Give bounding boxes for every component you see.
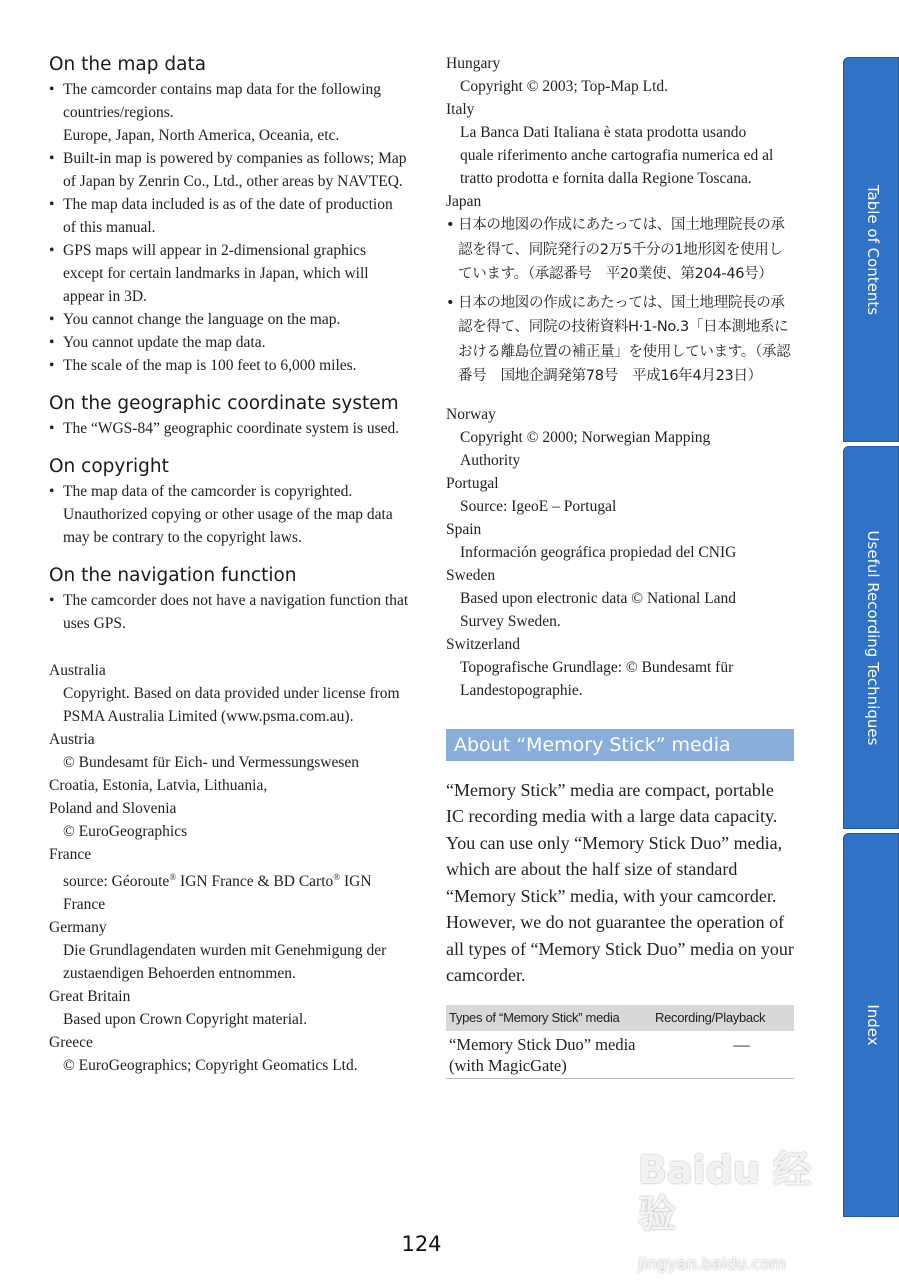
country-credit: La Banca Dati Italiana è stata prodotta usando quale riferimento anche cartografia numerica ed al tratto prodotta e fornita dalla Regione Toscana.	[460, 124, 774, 187]
country-entry	[446, 403, 796, 472]
country-credit: © EuroGeographics; Copyright Geomatics Ltd.	[63, 1057, 358, 1075]
country-name: France	[49, 846, 92, 863]
japan-credit-list	[446, 213, 796, 389]
list-item: • The camcorder does not have a navigation function that uses GPS.	[49, 589, 409, 635]
registered-mark: ®	[169, 872, 177, 882]
country-credit: Source: IgeoE – Portugal	[460, 497, 617, 515]
country-name: Hungary	[446, 55, 501, 72]
credit-part: source: Géoroute	[63, 873, 170, 891]
country-entry	[446, 52, 796, 98]
country-name: Great Britain	[49, 988, 131, 1006]
copyright-list	[49, 480, 409, 549]
list-item: • The scale of the map is 100 feet to 6,000 miles.	[49, 354, 409, 377]
country-entry	[49, 774, 409, 843]
map-data-heading: On the map data	[49, 54, 207, 75]
column-header: Types of “Memory Stick” media	[446, 1005, 652, 1031]
country-credit: Copyright. Based on data provided under license from PSMA Australia Limited (www.psma.com.au).	[63, 685, 400, 725]
tab-index[interactable]	[843, 833, 899, 1217]
country-entry	[49, 985, 409, 1031]
country-entry	[49, 843, 409, 916]
country-credit: Información geográfica propiedad del CNIG	[460, 543, 737, 561]
list-item: • 日本の地図の作成にあたっては、国土地理院長の承認を得て、同院の技術資料H·1-No.3「日本測地系における離島位置の補正量」を使用しています。（承認番号 国地企調発第78号 平成16年4月23日）	[446, 291, 796, 389]
country-credit: © EuroGeographics	[63, 823, 188, 840]
country-credits-left	[49, 659, 409, 1077]
country-name: Portugal	[446, 474, 499, 492]
page-number: 124	[401, 1232, 442, 1256]
memory-stick-table	[446, 1005, 794, 1079]
paragraph: However, we do not guarantee the operation of all types of “Memory Stick Duo” media on your camcorder.	[446, 912, 794, 985]
memory-stick-body	[446, 777, 796, 989]
country-entry	[446, 633, 796, 702]
country-entry	[446, 564, 796, 633]
map-data-section	[49, 52, 409, 377]
country-name: Germany	[49, 919, 107, 937]
copyright-heading: On copyright	[49, 456, 169, 477]
geo-list	[49, 417, 409, 440]
list-item: • The map data of the camcorder is copyrighted. Unauthorized copying or other usage of the map data may be contrary to the copyright laws.	[49, 480, 409, 549]
watermark-url: jingyan.baidu.com	[638, 1254, 786, 1273]
country-name: Croatia, Estonia, Latvia, Lithuania, Poland and Slovenia	[49, 777, 268, 817]
paragraph: You can use only “Memory Stick Duo” media, which are about the half size of standard “Memory Stick” media, with your camcorder.	[446, 832, 783, 906]
bullet-text: The camcorder contains map data for the following countries/regions.	[63, 81, 382, 121]
country-credit	[49, 866, 383, 916]
map-data-list	[49, 78, 409, 377]
tab-label: Index	[864, 1004, 882, 1046]
right-column	[446, 52, 796, 1079]
japan-entry	[446, 190, 796, 389]
tab-useful-recording-techniques[interactable]	[843, 446, 899, 829]
country-credit: © Bundesamt für Eich- und Vermessungswesen	[63, 754, 360, 771]
country-credit: Topografische Grundlage: © Bundesamt für Landestopographie.	[460, 658, 734, 699]
nav-heading: On the navigation function	[49, 565, 297, 586]
country-credits-right	[446, 403, 796, 702]
country-entry	[446, 518, 796, 564]
left-column	[49, 52, 409, 1077]
tab-label: Table of Contents	[864, 184, 882, 315]
credit-part: IGN France	[63, 873, 372, 914]
nav-section	[49, 563, 409, 635]
list-item: • The map data included is as of the date of production of this manual.	[49, 193, 409, 239]
column-header: Recording/Playback	[652, 1005, 794, 1031]
country-credit: Copyright © 2003; Top-Map Ltd.	[460, 78, 669, 95]
country-name: Greece	[49, 1034, 93, 1052]
country-entry	[49, 728, 409, 774]
watermark-text: Baidu 经验	[638, 1148, 812, 1236]
registered-mark: ®	[333, 872, 341, 882]
list-item: • Built-in map is powered by companies as follows; Map of Japan by Zenrin Co., Ltd., other areas by NAVTEQ.	[49, 147, 409, 193]
country-entry	[49, 916, 409, 985]
country-credit: Based upon Crown Copyright material.	[63, 1011, 308, 1029]
list-item: • The “WGS-84” geographic coordinate system is used.	[49, 417, 409, 440]
list-item: • You cannot update the map data.	[49, 331, 409, 354]
side-tabs	[843, 57, 899, 1217]
nav-list	[49, 589, 409, 635]
country-credit: Die Grundlagendaten wurden mit Genehmigung der zustaendigen Behoerden entnommen.	[63, 942, 387, 983]
bullet-extra-text: Europe, Japan, North America, Oceania, etc.	[63, 127, 340, 144]
table-cell: “Memory Stick Duo” media (with MagicGate)	[446, 1031, 652, 1079]
country-entry	[49, 1031, 409, 1077]
country-name: Switzerland	[446, 635, 521, 653]
list-item: • GPS maps will appear in 2-dimensional graphics except for certain landmarks in Japan, which will appear in 3D.	[49, 239, 409, 308]
country-name: Japan	[446, 193, 482, 210]
country-entry	[49, 659, 409, 728]
country-entry	[446, 472, 796, 518]
country-name: Italy	[446, 101, 475, 118]
memory-stick-heading: About “Memory Stick” media	[446, 729, 794, 761]
geo-heading: On the geographic coordinate system	[49, 393, 399, 414]
country-entry	[446, 98, 796, 190]
list-item: • You cannot change the language on the map.	[49, 308, 409, 331]
list-item	[49, 78, 409, 147]
credit-part: IGN France & BD Carto	[176, 873, 334, 891]
country-name: Norway	[446, 405, 496, 423]
country-credit: Based upon electronic data © National Land Survey Sweden.	[460, 589, 737, 630]
country-name: Australia	[49, 662, 106, 679]
table-cell: —	[652, 1031, 794, 1079]
copyright-section	[49, 454, 409, 549]
country-name: Spain	[446, 520, 482, 538]
country-name: Austria	[49, 731, 95, 748]
tab-label: Useful Recording Techniques	[864, 530, 882, 745]
country-name: Sweden	[446, 566, 496, 584]
country-credit: Copyright © 2000; Norwegian Mapping Authority	[460, 428, 711, 469]
paragraph: “Memory Stick” media are compact, portable IC recording media with a large data capacity.	[446, 779, 778, 826]
table-header-row	[446, 1005, 794, 1031]
tab-table-of-contents[interactable]	[843, 57, 899, 442]
table-row	[446, 1031, 794, 1079]
geo-section	[49, 391, 409, 440]
list-item: • 日本の地図の作成にあたっては、国土地理院長の承認を得て、同院発行の2万5千分の1地形図を使用しています。（承認番号 平20業使、第204-46号）	[446, 213, 796, 287]
